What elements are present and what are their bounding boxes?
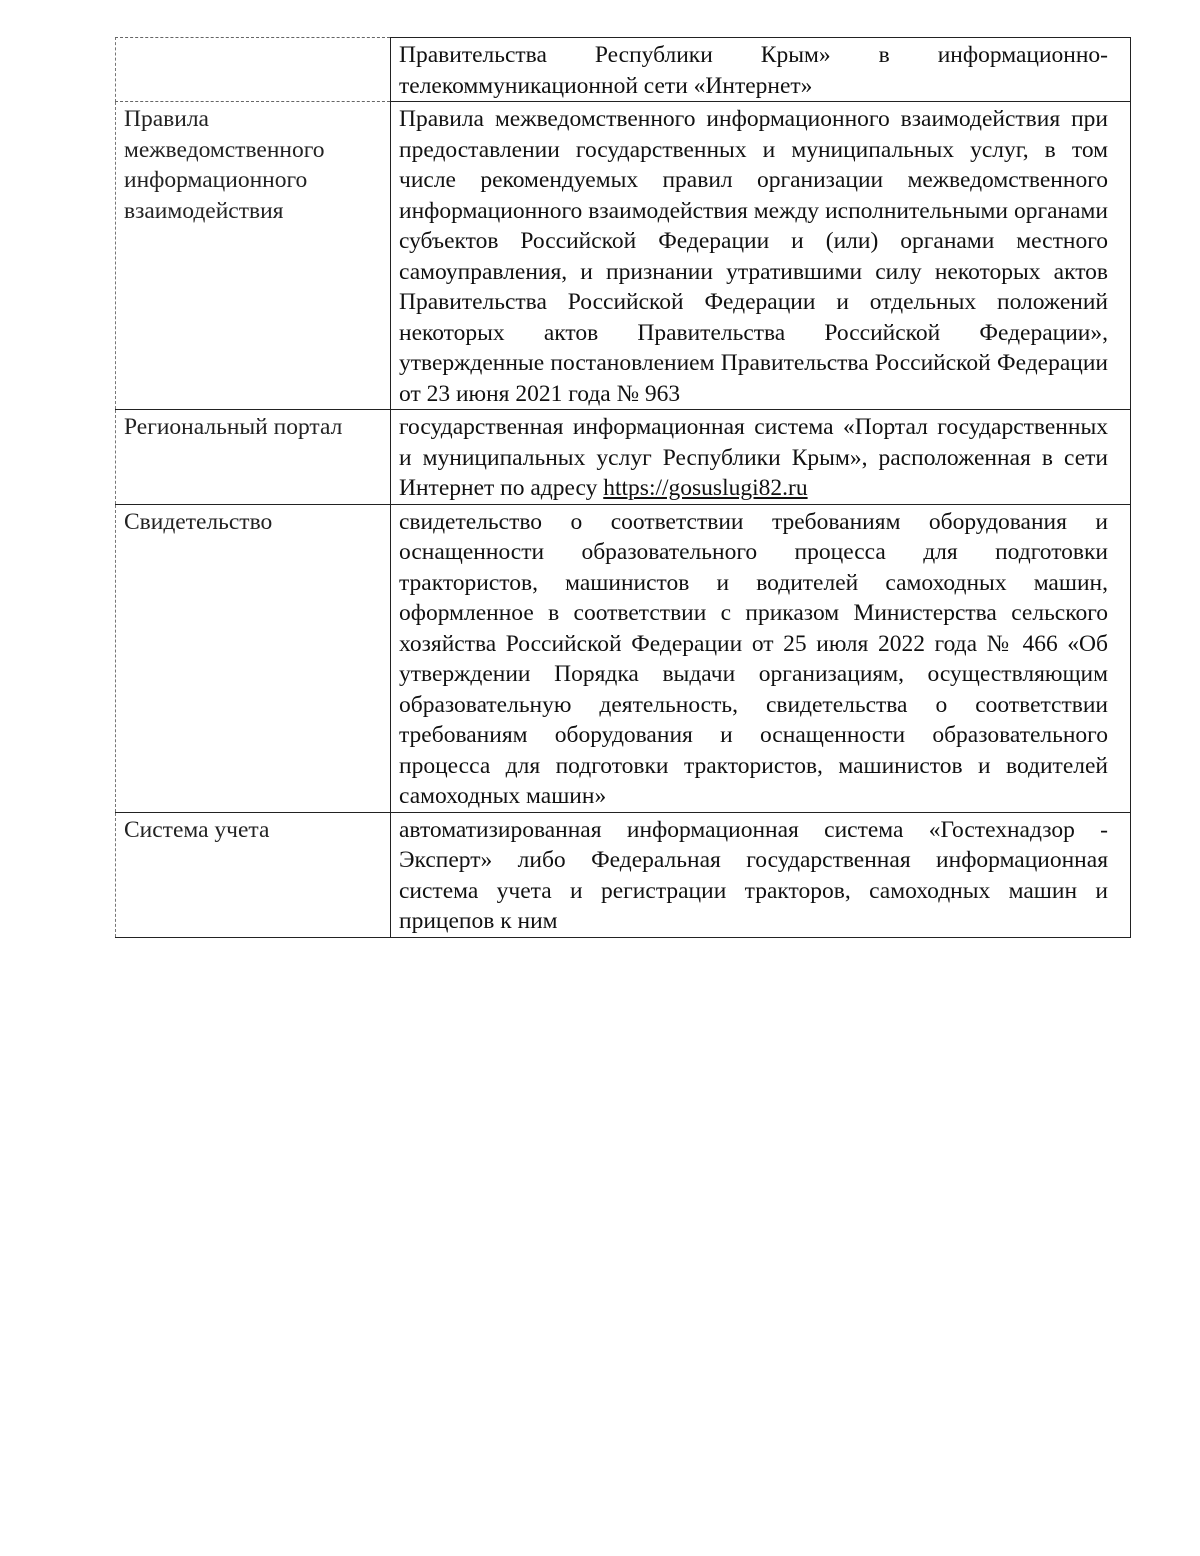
- table-row: [116, 38, 1131, 102]
- table-row: [116, 504, 1131, 812]
- table-row: [116, 410, 1131, 505]
- definition-cell: свидетельство о соответствии требованиям оборудования и оснащенности образовательного процесса для подготовки трактористов, машинистов и водителей самоходных машин, оформленное в соответствии с приказом Министерства сельского хозяйства Российской Федерации от 25 июля 2022 года № 466 «Об утверждении Порядка выдачи организациям, осуществляющим образовательную деятельность, свидетельства о соответствии требованиям оборудования и оснащенности образовательного процесса для подготовки трактористов, машинистов и водителей самоходных машин»: [391, 504, 1131, 812]
- term-cell: Региональный портал: [116, 410, 391, 505]
- term-cell: [116, 38, 391, 102]
- table-row: [116, 812, 1131, 937]
- definition-text: государственная информационная система «Портал государственных и муниципальных услуг Республики Крым», расположенная в сети Интернет по адресу: [399, 414, 1108, 501]
- definition-cell: автоматизированная информационная система «Гостехнадзор - Эксперт» либо Федеральная государственная информационная система учета и регистрации тракторов, самоходных машин и прицепов к ним: [391, 812, 1131, 937]
- term-cell: Правила межведомственного информационного взаимодействия: [116, 102, 391, 410]
- definition-cell: [391, 410, 1131, 505]
- definition-cell: Правительства Республики Крым» в информационно-телекоммуникационной сети «Интернет»: [391, 38, 1131, 102]
- table-row: [116, 102, 1131, 410]
- portal-link[interactable]: https://gosuslugi82.ru: [603, 475, 808, 501]
- definition-cell: Правила межведомственного информационного взаимодействия при предоставлении государственных и муниципальных услуг, в том числе рекомендуемых правил организации межведомственного информационного взаимодействия между исполнительными органами субъектов Российской Федерации и (или) органами местного самоуправления, и признании утратившими силу некоторых актов Правительства Российской Федерации и отдельных положений некоторых актов Правительства Российской Федерации», утвержденные постановлением Правительства Российской Федерации от 23 июня 2021 года № 963: [391, 102, 1131, 410]
- definitions-table: [115, 37, 1131, 938]
- term-cell: Система учета: [116, 812, 391, 937]
- term-cell: Свидетельство: [116, 504, 391, 812]
